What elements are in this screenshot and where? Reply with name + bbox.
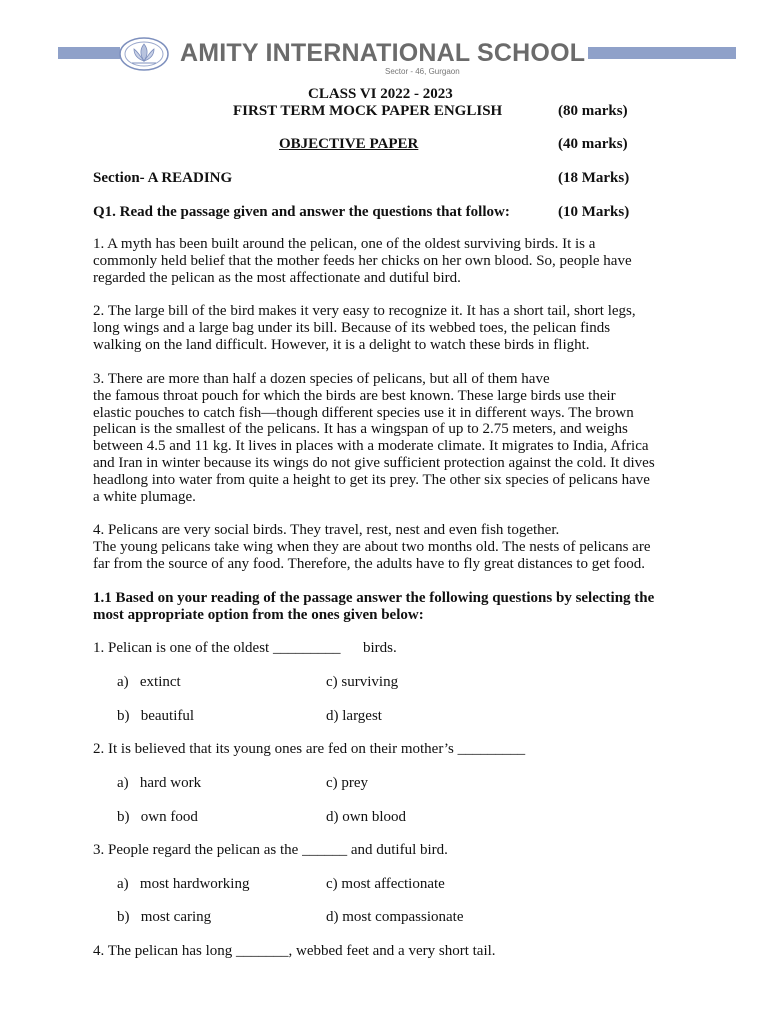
header-bar-right (588, 47, 736, 59)
passage-line: regarded the pelican as the most affectionate and dutiful bird. (93, 269, 461, 286)
question-1-option-c[interactable]: c) surviving (326, 674, 399, 690)
objective-paper-title: OBJECTIVE PAPER (279, 136, 419, 152)
question-2-option-d[interactable]: d) own blood (326, 809, 406, 825)
passage-line: pelican is the smallest of the pelicans. It has a wingspan of up to 2.75 meters, and weighs (93, 421, 628, 438)
passage-paragraph-2 (93, 303, 693, 353)
question-2-option-b[interactable]: b) own food (117, 809, 198, 825)
question-3-option-d[interactable]: d) most compassionate (326, 909, 464, 925)
question-3-option-c[interactable]: c) most affectionate (326, 876, 445, 892)
question-3-text: 3. People regard the pelican as the ______ and dutiful bird. (93, 842, 448, 858)
passage-line: headlong into water from quite a height to get its prey. The other six species of pelicans have (93, 471, 650, 488)
question-1-option-d[interactable]: d) largest (326, 708, 382, 724)
section-title: Section- A READING (93, 170, 233, 186)
passage-line: long wings and a large bag under its bill. Because of its webbed toes, the pelican finds (93, 319, 611, 336)
question-3-option-b[interactable]: b) most caring (117, 909, 212, 925)
q1-heading: Q1. Read the passage given and answer the questions that follow: (93, 204, 510, 220)
question-4-text: 4. The pelican has long _______, webbed feet and a very short tail. (93, 943, 496, 959)
passage-paragraph-1 (93, 236, 693, 286)
question-3-option-a[interactable]: a) most hardworking (117, 876, 250, 892)
passage-paragraph-4 (93, 522, 693, 572)
school-name: AMITY INTERNATIONAL SCHOOL (180, 39, 586, 67)
passage-line: 1. A myth has been built around the pelican, one of the oldest surviving birds. It is a (93, 236, 596, 252)
section-marks: (18 Marks) (558, 170, 630, 186)
passage-line: a white plumage. (93, 488, 196, 505)
passage-line: between 4.5 and 11 kg. It lives in places with a moderate climate. It migrates to India, Africa (93, 438, 649, 455)
paper-marks: (80 marks) (558, 103, 628, 119)
objective-marks: (40 marks) (558, 136, 628, 152)
passage-line: and Iran in winter because its wings do not give sufficient protection against the cold. It dives (93, 454, 655, 471)
question-2-text: 2. It is believed that its young ones are fed on their mother’s _________ (93, 741, 526, 757)
question-2-option-c[interactable]: c) prey (326, 775, 369, 791)
passage-line: far from the source of any food. Therefore, the adults have to fly great distances to get food. (93, 555, 646, 572)
school-location: Sector - 46, Gurgaon (385, 67, 460, 76)
question-2-option-a[interactable]: a) hard work (117, 775, 202, 791)
passage-line: elastic pouches to catch fish—though different species use it in different ways. The brown (93, 404, 634, 421)
passage-line: 4. Pelicans are very social birds. They travel, rest, nest and even fish together. (93, 522, 560, 538)
header-bar-left (58, 47, 120, 59)
q1-marks: (10 Marks) (558, 204, 630, 220)
class-line: CLASS VI 2022 - 2023 (308, 86, 453, 102)
passage-line: The young pelicans take wing when they are about two months old. The nests of pelicans are (93, 538, 651, 555)
lotus-emblem-icon (118, 37, 170, 71)
passage-line: 3. There are more than half a dozen species of pelicans, but all of them have (93, 371, 550, 387)
paper-title: FIRST TERM MOCK PAPER ENGLISH (233, 103, 503, 119)
passage-line: 2. The large bill of the bird makes it very easy to recognize it. It has a short tail, short legs, (93, 303, 636, 319)
passage-line: walking on the land difficult. However, it is a delight to watch these birds in flight. (93, 336, 590, 353)
instructions-line-1: 1.1 Based on your reading of the passage answer the following questions by selecting the (93, 590, 655, 606)
instructions-line-2: most appropriate option from the ones given below: (93, 607, 424, 623)
passage-line: the famous throat pouch for which the birds are best known. These large birds use their (93, 387, 616, 404)
question-1-option-b[interactable]: b) beautiful (117, 708, 195, 724)
passage-paragraph-3 (93, 371, 693, 505)
question-1-text: 1. Pelican is one of the oldest _________ birds. (93, 640, 397, 656)
question-1-option-a[interactable]: a) extinct (117, 674, 181, 690)
passage-line: commonly held belief that the mother feeds her chicks on her own blood. So, people have (93, 252, 632, 269)
